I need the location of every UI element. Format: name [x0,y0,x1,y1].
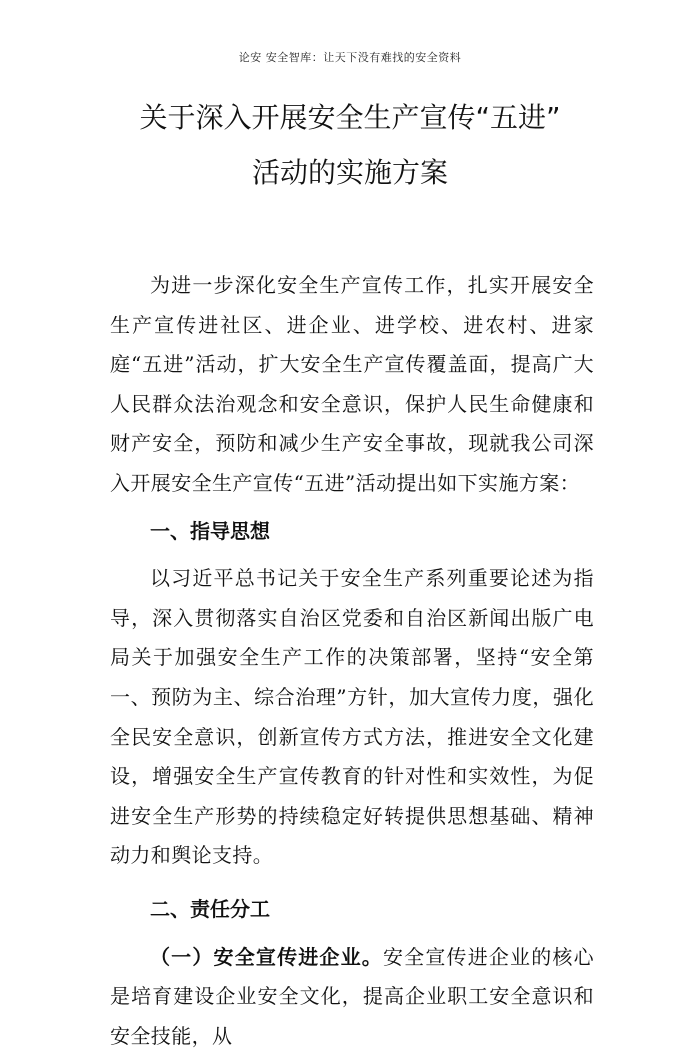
guiding-ideology-paragraph: 以习近平总书记关于安全生产系列重要论述为指导，深入贯彻落实自治区党委和自治区新闻出版广电局关于加强安全生产工作的决策部署，坚持“安全第一、预防为主、综合治理”方针，加大宣传力度，强化全民安全意识，创新宣传方式方法，推进安全文化建设，增强安全生产宣传教育的针对性和实效性，为促进安全生产形势的持续稳定好转提供思想基础、精神动力和舆论支持。 [110,559,594,876]
section-heading-responsibilities: 二、责任分工 [110,890,594,930]
document-title-line-1: 关于深入开展安全生产宣传“五进” [0,96,700,136]
spacer [110,504,594,512]
section-heading-guiding-ideology: 一、指导思想 [110,512,594,552]
spacer [110,551,594,559]
spacer [110,930,594,938]
intro-paragraph: 为进一步深化安全生产宣传工作，扎实开展安全生产宣传进社区、进企业、进学校、进农村、进家庭“五进”活动，扩大安全生产宣传覆盖面，提高广大人民群众法治观念和安全意识，保护人民生命健康和财产安全，预防和减少生产安全事故，现就我公司深入开展安全生产宣传“五进”活动提出如下实施方案： [110,266,594,504]
subsection-label-enterprise: （一）安全宣传进企业。 [150,945,383,969]
responsibility-paragraph [110,938,594,1056]
spacer [110,876,594,890]
document-body [110,266,594,1056]
subsection-text-enterprise: 安全宣传进企业的核心是培育建设企业安全文化，提高企业职工安全意识和安全技能，从 [110,945,594,1048]
page-header: 论安 安全智库：让天下没有难找的安全资料 [0,49,700,65]
document-title-line-2: 活动的实施方案 [0,151,700,191]
